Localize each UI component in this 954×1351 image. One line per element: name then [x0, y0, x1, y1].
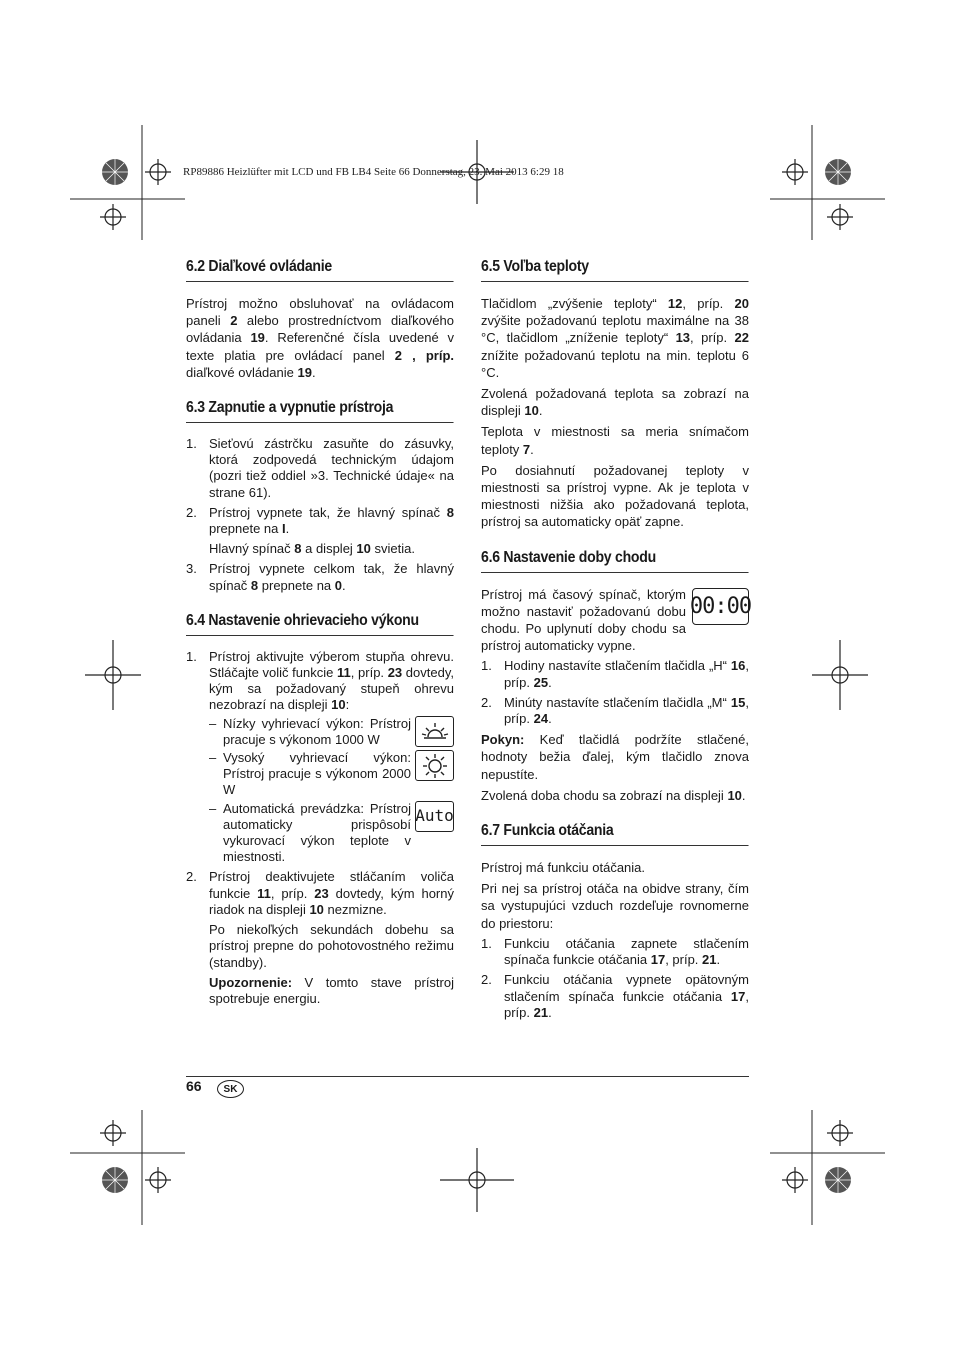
list-item: 2. Minúty nastavíte stlačením tlačidla „M“ 15, príp. 24.: [481, 694, 749, 727]
paragraph: Prístroj má časový spínač, ktorým možno nastaviť požadovanú dobu chodu. Po uplynutí doby chodu sa prístroj automaticky vypne.: [481, 586, 686, 654]
section-title: 6.6 Nastavenie doby chodu: [481, 549, 749, 573]
section-title: 6.7 Funkcia otáčania: [481, 822, 749, 846]
paragraph: Pri nej sa prístroj otáča na obidve strany, čím sa vystupujúci vzduch rozdeľuje rovnomerne do priestoru:: [481, 881, 749, 931]
numbered-list: [481, 936, 749, 1021]
full-sun-icon: [415, 750, 454, 781]
paragraph: Zvolená doba chodu sa zobrazí na displeji 10.: [481, 787, 746, 803]
list-item: 1. Sieťovú zástrčku zasuňte do zásuvky, ktorá zodpovedá technickým údajom (pozri tiež oddiel »3. Technické údaje« na strane 61).: [186, 436, 454, 500]
right-column: [481, 258, 752, 1039]
section-6-5: [481, 258, 749, 531]
lcd-timer-display: 00:00: [692, 588, 749, 625]
section-6-2: [186, 258, 454, 381]
section-6-6: [481, 548, 752, 804]
section-6-7: [481, 822, 749, 1021]
paragraph: Teplota v miestnosti sa meria snímačom teploty 7.: [481, 424, 749, 457]
paragraph: Zvolená požadovaná teplota sa zobrazí na displeji 10.: [481, 386, 749, 419]
language-badge: SK: [217, 1080, 244, 1098]
list-item: 2. Prístroj vypnete tak, že hlavný spínač 8 prepnete na I. Hlavný spínač 8 a displej 10 svietia.: [186, 504, 454, 557]
section-title: 6.2 Diaľkové ovládanie: [186, 258, 454, 282]
dash-item-high-power: – Vysoký vyhrievací výkon: Prístroj pracuje s výkonom 2000 W: [209, 750, 454, 799]
section-6-3: [186, 399, 454, 594]
numbered-list: [186, 436, 454, 594]
list-subparagraph: Po niekoľkých sekundách dobehu sa prístroj prepne do pohotovostného režimu (standby).: [209, 922, 454, 970]
print-header: RP89886 Heizlüfter mit LCD und FB LB4 Seite 66 Donnerstag, 23. Mai 2013 6:29 18: [183, 166, 564, 178]
paragraph: Prístroj má funkciu otáčania.: [481, 860, 646, 876]
list-item: 3. Prístroj vypnete celkom tak, že hlavný spínač 8 prepnete na 0.: [186, 561, 454, 593]
footer-rule: [186, 1076, 749, 1077]
list-item: 1. Prístroj aktivujte výberom stupňa ohrevu. Stláčajte volič funkcie 11, príp. 23 dovtedy, kým sa požadovaný stupeň ohrevu nezobrazí na displeji 10: – Nízky vyhrievací výkon: Prístroj pracuje s výkonom 1000 W – Vysoký vyhrievací výkon: Prístroj pracuje s výkonom 2000 W – Automatická prevádzka: Prístroj automaticky prispôsobí vykurovací výkon teplote v miestnosti. Auto: [186, 648, 454, 865]
auto-mode-icon: Auto: [415, 801, 454, 832]
paragraph: Po dosiahnutí požadovanej teploty v miestnosti sa prístroj vypne. Ak je teplota v miestnosti nižšia ako požadovaná teplota, prístroj sa automaticky opäť zapne.: [481, 462, 749, 530]
list-item: 1. Hodiny nastavíte stlačením tlačidla „H“ 16, príp. 25.: [481, 658, 749, 690]
numbered-list: [481, 658, 749, 727]
dash-item-low-power: – Nízky vyhrievací výkon: Prístroj pracuje s výkonom 1000 W: [209, 716, 454, 748]
numbered-list: [186, 649, 454, 1007]
left-column: [186, 258, 454, 1025]
list-item: 2. Prístroj deaktivujete stláčaním voliča funkcie 11, príp. 23 dovtedy, kým horný riadok na displeji 10 nezmizne. Po niekoľkých sekundách dobehu sa prístroj prepne do pohotovostného režimu (standby). Upozornenie: V tomto stave prístroj spotrebuje energiu.: [186, 869, 454, 1006]
paragraph: Prístroj možno obsluhovať na ovládacom paneli 2 alebo prostredníctvom diaľkového ovládania 19. Referenčné čísla uvedené v texte platia pre ovládací panel 2 , príp. diaľkové ovládanie 19.: [186, 296, 455, 380]
section-title: 6.4 Nastavenie ohrievacieho výkonu: [186, 612, 454, 636]
list-subparagraph: Hlavný spínač 8 a displej 10 svietia.: [209, 541, 415, 557]
list-item: 2. Funkciu otáčania vypnete opätovným stlačením spínača funkcie otáčania 17, príp. 21.: [481, 972, 749, 1020]
section-title: 6.5 Voľba teploty: [481, 258, 749, 282]
half-sun-icon: [415, 716, 454, 747]
section-6-4: [186, 612, 454, 1007]
warning-note: Upozornenie: V tomto stave prístroj spotrebuje energiu.: [209, 974, 454, 1006]
paragraph: Tlačidlom „zvýšenie teploty“ 12, príp. 20 zvýšite požadovanú teplotu maximálne na 38 °C, tlačidlom „zníženie teploty“ 13, príp. 22 znížite požadovanú teplotu na min. teplotu 6 °C.: [481, 296, 749, 380]
section-title: 6.3 Zapnutie a vypnutie prístroja: [186, 399, 454, 423]
page-number: 66: [186, 1078, 202, 1094]
list-item: 1. Funkciu otáčania zapnete stlačením spínača funkcie otáčania 17, príp. 21.: [481, 935, 749, 968]
dash-item-auto: – Automatická prevádzka: Prístroj automaticky prispôsobí vykurovací výkon teplote v miestnosti. Auto: [209, 800, 454, 865]
note-paragraph: Pokyn: Keď tlačidlá podržíte stlačené, hodnoty bežia ďalej, kým tlačidlo znova nepustíte.: [481, 732, 749, 782]
